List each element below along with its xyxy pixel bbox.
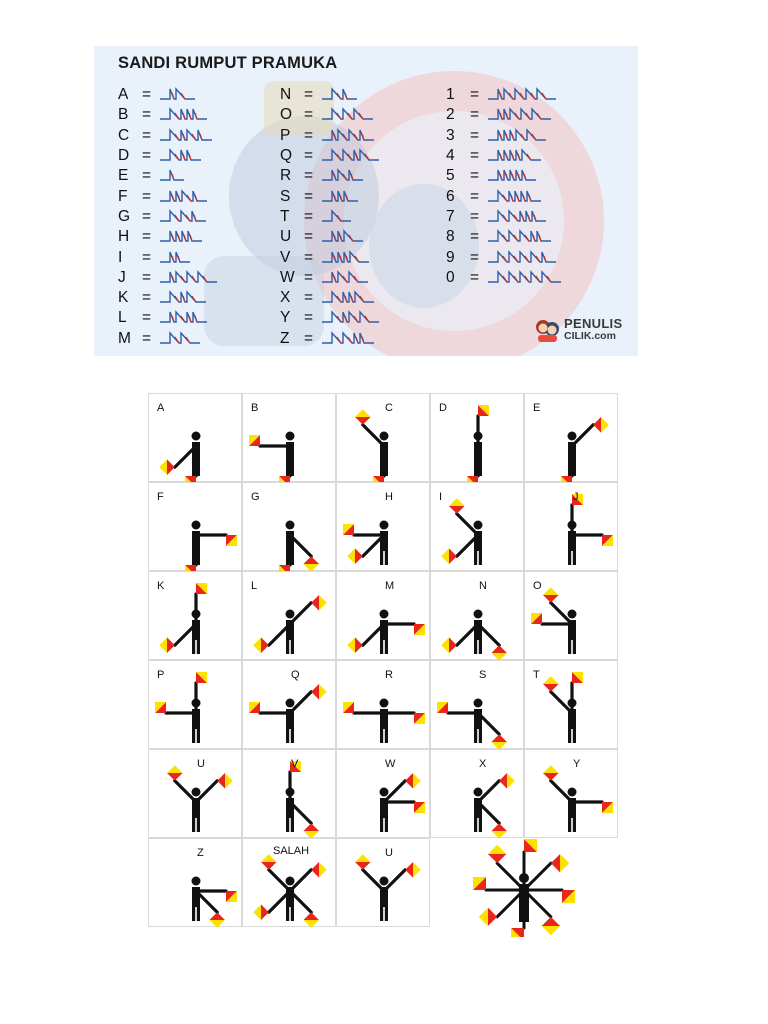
code-character: G [118,207,131,225]
code-row [446,268,561,288]
semaphore-letter-label: SALAH [273,845,310,857]
semaphore-figure [337,394,431,483]
code-row [280,227,379,247]
semaphore-letter-label: C [385,402,393,414]
code-character: 8 [446,228,455,246]
semaphore-letter-label: K [157,580,165,592]
code-row [446,126,561,146]
semaphore-figure [337,750,431,839]
semaphore-cell [242,660,336,749]
code-row [280,146,379,166]
grass-code-icon [488,250,556,266]
code-row [118,126,217,146]
equals-sign: = [470,126,480,144]
grass-code-icon [488,209,546,225]
equals-sign: = [142,228,152,246]
code-row [280,105,379,125]
semaphore-letter-label: O [533,580,542,592]
grass-code-icon [322,168,363,184]
equals-sign: = [304,126,314,144]
equals-sign: = [142,106,152,124]
code-character: J [118,268,126,286]
grass-code-icon [322,148,379,164]
code-row [118,207,217,227]
code-column-letters-a-m [118,85,217,349]
grass-code-icon [322,290,374,306]
code-character: R [280,167,292,185]
equals-sign: = [470,228,480,246]
code-row [280,85,379,105]
grass-code-icon [488,87,556,103]
grass-code-icon [160,290,206,306]
grass-code-icon [488,148,541,164]
equals-sign: = [304,228,314,246]
semaphore-compass-icon [430,838,618,937]
grass-code-icon [488,128,546,144]
code-character: E [118,167,129,185]
code-character: D [118,147,130,165]
code-character: 9 [446,248,455,266]
semaphore-figure [149,750,243,839]
semaphore-cell [524,482,618,571]
grass-code-icon [322,310,379,326]
code-character: Q [280,147,293,165]
equals-sign: = [142,86,152,104]
code-row [446,227,561,247]
code-character: 5 [446,167,455,185]
semaphore-figure [337,483,431,572]
equals-sign: = [142,268,152,286]
semaphore-letter-label: T [533,669,540,681]
code-character: K [118,289,129,307]
code-character: 4 [446,147,455,165]
grass-code-icon [160,209,206,225]
equals-sign: = [142,126,152,144]
semaphore-cell [148,838,242,927]
code-character: P [280,126,291,144]
semaphore-cell [524,571,618,660]
equals-sign: = [304,167,314,185]
semaphore-cell [148,660,242,749]
grass-code-icon [160,168,184,184]
grass-code-icon [160,310,207,326]
kids-icon [534,316,562,344]
code-row [446,105,561,125]
grass-code-icon [322,209,351,225]
grass-code-icon [160,189,207,205]
semaphore-figure [431,483,525,572]
semaphore-cell [336,660,430,749]
semaphore-figure [243,661,337,750]
semaphore-cell [242,482,336,571]
code-row [280,288,379,308]
semaphore-letter-label: I [439,491,443,503]
equals-sign: = [470,147,480,165]
code-column-letters-n-z [280,85,379,349]
code-row [118,85,217,105]
equals-sign: = [142,309,152,327]
grass-code-icon [160,107,207,123]
grass-code-icon [322,87,357,103]
semaphore-letter-label: A [157,402,165,414]
code-character: 2 [446,106,455,124]
code-row [280,207,379,227]
code-row [118,166,217,186]
semaphore-cell [336,749,430,838]
semaphore-letter-label: U [385,847,393,859]
grass-code-icon [488,229,551,245]
semaphore-letter-label: F [157,491,164,503]
semaphore-figure [243,750,337,839]
code-character: 3 [446,126,455,144]
semaphore-cell [242,838,336,927]
equals-sign: = [142,207,152,225]
equals-sign: = [470,86,480,104]
rumput-title: SANDI RUMPUT PRAMUKA [118,54,338,72]
code-character: X [280,289,291,307]
semaphore-cell [336,482,430,571]
code-row [280,126,379,146]
semaphore-figure [525,750,619,839]
equals-sign: = [470,268,480,286]
equals-sign: = [304,248,314,266]
equals-sign: = [470,167,480,185]
semaphore-figure [337,839,431,928]
code-row [280,166,379,186]
equals-sign: = [304,329,314,347]
equals-sign: = [304,207,314,225]
semaphore-cell [242,749,336,838]
semaphore-cell [430,749,524,838]
semaphore-cell [336,838,430,927]
code-character: Y [280,309,291,327]
code-character: M [118,329,131,347]
code-row [118,329,217,349]
equals-sign: = [470,187,480,205]
brand-domain: CILIK.com [564,330,616,342]
grass-code-icon [322,229,363,245]
code-row [280,186,379,206]
grass-code-icon [160,87,195,103]
equals-sign: = [470,248,480,266]
semaphore-cell [524,749,618,838]
semaphore-figure [431,661,525,750]
code-character: 0 [446,268,455,286]
grass-code-icon [488,270,561,286]
code-row [118,308,217,328]
equals-sign: = [142,248,152,266]
semaphore-letter-label: E [533,402,541,414]
semaphore-letter-label: L [251,580,258,592]
semaphore-letter-label: J [573,491,579,503]
semaphore-figure [431,572,525,661]
grass-code-icon [160,229,202,245]
grass-code-icon [488,189,541,205]
code-row [446,247,561,267]
semaphore-letter-label: X [479,758,487,770]
semaphore-cell [148,571,242,660]
equals-sign: = [142,187,152,205]
equals-sign: = [142,289,152,307]
semaphore-cell [148,393,242,482]
code-row [280,329,379,349]
semaphore-chart [148,393,620,927]
semaphore-figure [525,483,619,572]
code-row [280,247,379,267]
equals-sign: = [304,289,314,307]
equals-sign: = [142,329,152,347]
semaphore-letter-label: Z [197,847,204,859]
semaphore-figure [149,839,243,928]
semaphore-figure [337,661,431,750]
grass-code-icon [322,270,368,286]
semaphore-letter-label: B [251,402,259,414]
code-character: Z [280,329,290,347]
grass-code-icon [160,331,200,347]
grass-code-icon [160,250,190,266]
semaphore-all-positions [430,838,618,927]
grass-code-icon [322,189,358,205]
code-row [446,146,561,166]
grass-code-icon [322,331,374,347]
semaphore-letter-label: U [197,758,205,770]
grass-code-icon [160,148,201,164]
grass-code-icon [160,128,212,144]
semaphore-letter-label: V [291,758,299,770]
code-column-digits [446,85,561,288]
semaphore-letter-label: D [439,402,447,414]
code-row [118,105,217,125]
code-character: H [118,228,130,246]
semaphore-letter-label: H [385,491,393,503]
code-character: L [118,309,127,327]
equals-sign: = [142,147,152,165]
code-character: S [280,187,291,205]
equals-sign: = [470,106,480,124]
equals-sign: = [470,207,480,225]
semaphore-letter-label: G [251,491,260,503]
code-character: I [118,248,123,266]
code-character: 1 [446,86,455,104]
equals-sign: = [304,187,314,205]
code-character: C [118,126,130,144]
semaphore-letter-label: R [385,669,393,681]
code-character: N [280,86,292,104]
semaphore-cell [242,393,336,482]
code-row [118,288,217,308]
code-character: A [118,86,129,104]
code-character: F [118,187,128,205]
code-character: B [118,106,129,124]
semaphore-letter-label: P [157,669,165,681]
semaphore-figure [431,750,525,839]
code-row [446,166,561,186]
code-character: T [280,207,290,225]
semaphore-cell [430,393,524,482]
semaphore-cell [148,749,242,838]
code-row [280,268,379,288]
semaphore-letter-label: M [385,580,395,592]
grass-code-icon [322,250,369,266]
code-row [446,207,561,227]
semaphore-cell [430,482,524,571]
grass-code-icon [160,270,217,286]
brand-name: PENULIS [564,316,623,331]
grass-code-icon [488,168,536,184]
semaphore-letter-label: N [479,580,487,592]
equals-sign: = [304,147,314,165]
semaphore-cell [524,660,618,749]
code-character: W [280,268,295,286]
semaphore-cell [242,571,336,660]
code-row [118,247,217,267]
semaphore-cell [148,482,242,571]
code-row [118,186,217,206]
code-character: O [280,106,293,124]
code-row [118,146,217,166]
semaphore-letter-label: S [479,669,487,681]
equals-sign: = [304,86,314,104]
grass-code-icon [322,107,373,123]
semaphore-figure [337,572,431,661]
semaphore-cell [430,660,524,749]
code-character: 7 [446,207,455,225]
equals-sign: = [304,309,314,327]
equals-sign: = [142,167,152,185]
semaphore-letter-label: Q [291,669,300,681]
semaphore-cell [336,571,430,660]
code-row [446,85,561,105]
code-row [446,186,561,206]
equals-sign: = [304,268,314,286]
sandi-rumput-panel [94,46,638,356]
grass-code-icon [488,107,551,123]
code-character: V [280,248,291,266]
semaphore-cell [430,571,524,660]
semaphore-cell [336,393,430,482]
semaphore-letter-label: Y [573,758,581,770]
code-row [280,308,379,328]
semaphore-cell [524,393,618,482]
code-row [118,227,217,247]
brand-logo [534,316,622,344]
grass-code-icon [322,128,374,144]
equals-sign: = [304,106,314,124]
semaphore-letter-label: W [385,758,396,770]
code-character: 6 [446,187,455,205]
code-row [118,268,217,288]
code-character: U [280,228,292,246]
